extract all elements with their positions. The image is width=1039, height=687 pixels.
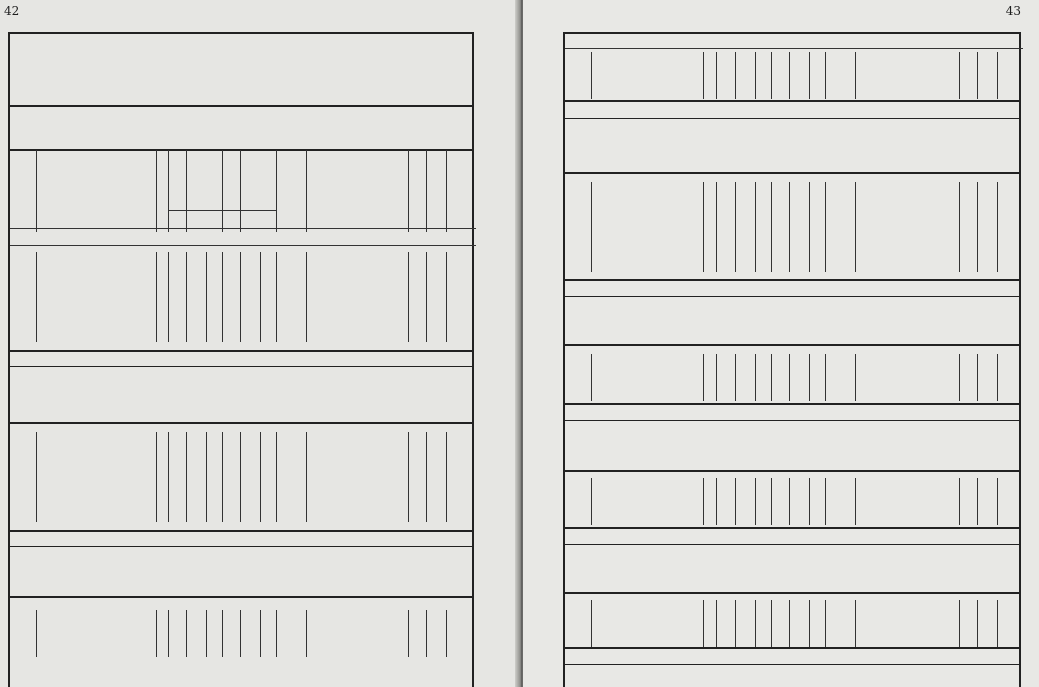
column-rule (809, 52, 810, 99)
column-rule (591, 354, 592, 401)
column-rule (446, 150, 447, 232)
column-rule (156, 610, 157, 657)
column-rule (591, 478, 592, 525)
column-rule (825, 600, 826, 647)
rule-line (565, 279, 1019, 281)
column-rule (206, 252, 207, 342)
column-rule (959, 52, 960, 99)
column-rule (703, 478, 704, 525)
column-rule (206, 432, 207, 522)
rule-line (565, 100, 1019, 102)
rule-line (565, 527, 1019, 529)
rule-line (565, 296, 1019, 297)
column-rule (997, 600, 998, 647)
column-rule (771, 52, 772, 99)
column-rule (156, 252, 157, 342)
column-rule (222, 432, 223, 522)
column-rule (997, 478, 998, 525)
page-number-left: 42 (4, 4, 20, 18)
column-rule (703, 600, 704, 647)
column-rule (260, 610, 261, 657)
row-rule (565, 48, 1023, 49)
column-rule (446, 610, 447, 657)
column-rule (156, 150, 157, 232)
column-rule (825, 52, 826, 99)
column-rule (426, 252, 427, 342)
column-rule (716, 600, 717, 647)
column-rule (977, 182, 978, 272)
column-rule (735, 354, 736, 401)
left-page-frame (8, 32, 474, 687)
column-rule (959, 182, 960, 272)
column-rule (855, 600, 856, 647)
column-rule (716, 182, 717, 272)
rule-line (10, 105, 472, 107)
column-rule (735, 182, 736, 272)
column-rule (240, 252, 241, 342)
column-rule (186, 432, 187, 522)
rule-line (10, 596, 472, 598)
column-rule (222, 610, 223, 657)
column-rule (703, 182, 704, 272)
column-rule (260, 432, 261, 522)
column-rule (408, 610, 409, 657)
column-rule (222, 150, 223, 232)
column-rule (306, 432, 307, 522)
rule-line (565, 32, 1019, 34)
column-rule (36, 252, 37, 342)
column-rule (959, 600, 960, 647)
column-rule (977, 52, 978, 99)
column-rule (186, 150, 187, 232)
column-rule (591, 52, 592, 99)
rule-line (565, 403, 1019, 405)
column-rule (825, 182, 826, 272)
column-rule (997, 354, 998, 401)
right-page (523, 0, 1039, 687)
column-rule (789, 478, 790, 525)
column-rule (36, 432, 37, 522)
row-rule (10, 228, 476, 229)
column-rule (755, 600, 756, 647)
column-rule (408, 432, 409, 522)
column-rule (809, 600, 810, 647)
column-rule (789, 354, 790, 401)
row-rule (168, 210, 276, 211)
rule-line (10, 546, 472, 547)
column-rule (959, 354, 960, 401)
column-rule (855, 354, 856, 401)
column-rule (789, 182, 790, 272)
column-rule (276, 252, 277, 342)
rule-line (10, 350, 472, 352)
column-rule (809, 182, 810, 272)
column-rule (703, 52, 704, 99)
column-rule (977, 600, 978, 647)
column-rule (703, 354, 704, 401)
column-rule (186, 610, 187, 657)
page-number-right: 43 (1005, 4, 1021, 18)
column-rule (735, 478, 736, 525)
rule-line (565, 172, 1019, 174)
column-rule (789, 52, 790, 99)
column-rule (426, 150, 427, 232)
column-rule (771, 600, 772, 647)
rule-line (565, 647, 1019, 649)
column-rule (426, 432, 427, 522)
column-rule (716, 354, 717, 401)
column-rule (36, 150, 37, 232)
rule-line (10, 366, 472, 367)
column-rule (855, 182, 856, 272)
column-rule (735, 600, 736, 647)
column-rule (855, 478, 856, 525)
column-rule (977, 354, 978, 401)
column-rule (997, 182, 998, 272)
column-rule (240, 432, 241, 522)
column-rule (771, 182, 772, 272)
rule-line (565, 420, 1019, 421)
column-rule (789, 600, 790, 647)
column-rule (446, 432, 447, 522)
row-rule (10, 245, 476, 246)
column-rule (206, 610, 207, 657)
column-rule (755, 182, 756, 272)
column-rule (809, 478, 810, 525)
column-rule (446, 252, 447, 342)
rule-line (565, 344, 1019, 346)
rule-line (10, 530, 472, 532)
column-rule (408, 252, 409, 342)
column-rule (186, 252, 187, 342)
column-rule (735, 52, 736, 99)
column-rule (168, 252, 169, 342)
column-rule (168, 432, 169, 522)
column-rule (755, 52, 756, 99)
column-rule (306, 252, 307, 342)
column-rule (426, 610, 427, 657)
rule-line (565, 544, 1019, 545)
column-rule (591, 182, 592, 272)
column-rule (168, 610, 169, 657)
column-rule (408, 150, 409, 232)
left-page (0, 0, 518, 687)
column-rule (168, 150, 169, 232)
column-rule (825, 354, 826, 401)
rule-line (10, 32, 472, 34)
column-rule (240, 150, 241, 232)
rule-line (565, 592, 1019, 594)
rule-line (565, 664, 1019, 665)
column-rule (825, 478, 826, 525)
column-rule (716, 52, 717, 99)
column-rule (222, 252, 223, 342)
column-rule (771, 354, 772, 401)
column-rule (959, 478, 960, 525)
column-rule (156, 432, 157, 522)
column-rule (276, 150, 277, 232)
column-rule (755, 354, 756, 401)
column-rule (276, 610, 277, 657)
column-rule (855, 52, 856, 99)
rule-line (10, 149, 472, 151)
column-rule (306, 150, 307, 232)
column-rule (36, 610, 37, 657)
column-rule (716, 478, 717, 525)
column-rule (240, 610, 241, 657)
rule-line (565, 118, 1019, 119)
column-rule (771, 478, 772, 525)
rule-line (565, 470, 1019, 472)
column-rule (276, 432, 277, 522)
column-rule (260, 252, 261, 342)
column-rule (755, 478, 756, 525)
column-rule (997, 52, 998, 99)
column-rule (591, 600, 592, 647)
right-page-frame (563, 32, 1021, 687)
column-rule (809, 354, 810, 401)
column-rule (306, 610, 307, 657)
rule-line (10, 422, 472, 424)
column-rule (977, 478, 978, 525)
